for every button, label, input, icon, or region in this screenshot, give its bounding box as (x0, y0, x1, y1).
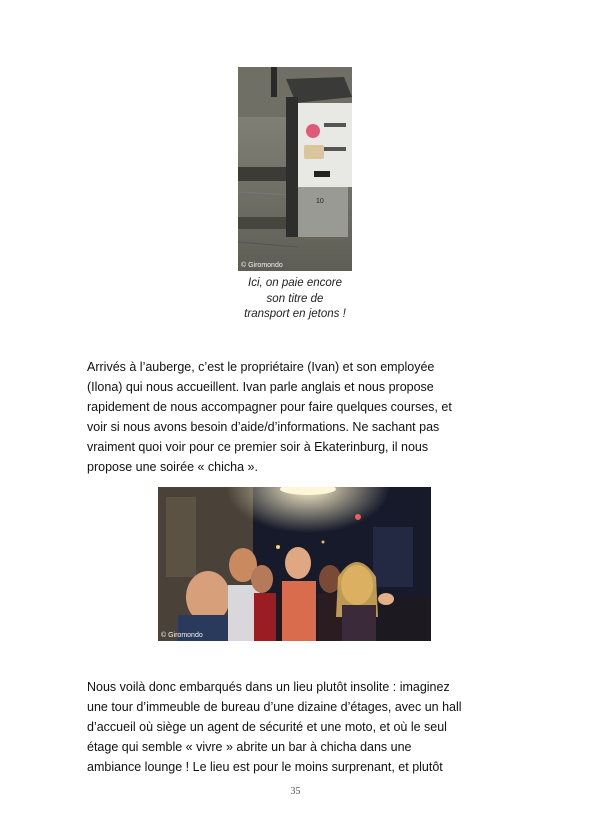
caption-line: Ici, on paie encore (248, 277, 342, 289)
text-line: rapidement de nous accompagner pour faire quelques courses, et (87, 400, 452, 414)
photo-credit: © Giromondo (161, 632, 203, 639)
text-line: Nous voilà donc embarqués dans un lieu plutôt insolite : imaginez (87, 680, 450, 694)
text-line: (Ilona) qui nous accueillent. Ivan parle anglais et nous propose (87, 380, 434, 394)
text-line: vraiment quoi voir pour ce premier soir à Ekaterinburg, il nous (87, 440, 429, 454)
caption-line: transport en jetons ! (244, 308, 346, 320)
text-line: voir si nous avons besoin d’aide/d’informations. Ne sachant pas (87, 420, 440, 434)
caption-line: son titre de (266, 292, 324, 305)
svg-text:10: 10 (316, 198, 324, 205)
text-line: ambiance lounge ! Le lieu est pour le moins surprenant, et plutôt (87, 760, 443, 774)
turnstile-photo (238, 67, 352, 271)
text-line: d’accueil où siège un agent de sécurité et une moto, et où le seul (87, 720, 447, 734)
text-line: une tour d’immeuble de bureau d’une dizaine d’étages, avec un hall (87, 700, 462, 714)
page-number: 35 (290, 786, 301, 797)
text-line: Arrivés à l’auberge, c’est le propriétaire (Ivan) et son employée (87, 360, 435, 374)
photo-credit: © Giromondo (241, 262, 283, 269)
group-photo (158, 487, 431, 641)
paragraph-arrival (87, 357, 504, 477)
paragraph-shisha-bar (87, 677, 504, 777)
text-line: propose une soirée « chicha ». (87, 460, 258, 474)
photo-caption (220, 276, 370, 323)
text-line: étage qui semble « vivre » abrite un bar à chicha dans une (87, 740, 412, 754)
